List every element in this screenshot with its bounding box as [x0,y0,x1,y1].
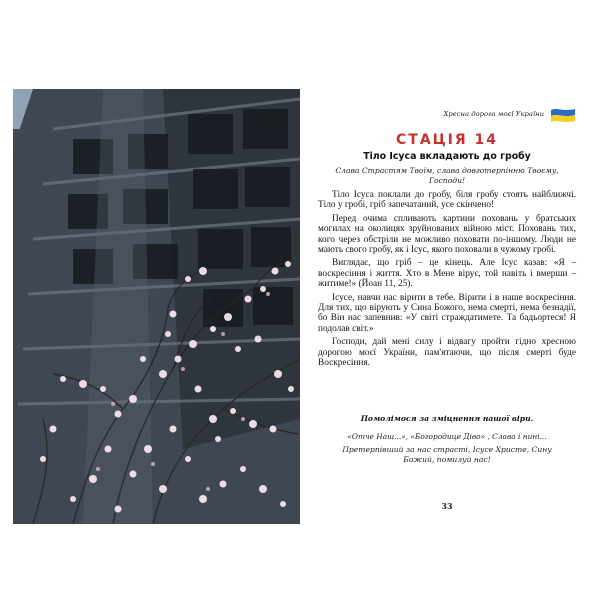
meditation-text [318,190,576,372]
paragraph: Господи, дай мені силу і відвагу пройти гідно хресною дорогою моєї України, пам'ятаючи, що після смерті буде Воскресіння. [318,337,576,369]
station-subtitle: Тіло Ісуса вкладають до гробу [363,151,531,162]
cover-photo-ruined-building-blossoms [13,89,300,524]
text-page [318,100,576,524]
running-title: Хресна дорога моєї України [443,110,544,118]
running-header [318,104,576,124]
closing-prayer: Претерпівший за нас страсті, Ісусе Христе, Сину Божий, помилуй нас! [342,445,552,464]
photo-illustration [13,89,300,524]
station-title: СТАЦІЯ 14 [396,132,498,148]
paragraph: Виглядає, що гріб – це кінець. Але Ісус казав: «Я – воскресіння і життя. Хто в Мене вірує, той навіть і вмерши – житиме!» (Йоан 11, 25). [318,258,576,290]
prayers-list: «Отче Наш...», «Богородице Діво» , Слава і нині... [347,432,547,441]
paragraph: Ісусе, навчи нас вірити в тебе. Вірити і в наше воскресіння. Для тих, що вірують у Сина Божого, нема смерті, нема безнадії, бо Він нас запевнив: «У світі страждатимете. Та бадьортеся! Я подолав світ.» [318,292,576,334]
prayer-call: Помолімося за зміцнення нашої віри. [360,414,534,423]
paragraph: Тіло Ісуса поклали до гробу, біля гробу стоять найближчі. Тіло у гробі, гріб запечатаний, усе скінчено! [318,190,576,211]
paragraph: Перед очима спливають картини поховань у братських могилах на околицях зруйнованих війною міст. Поховань тих, кого через обстріли не можливо поховати по-іншому. Люди не мають свого гробу, як і Ісус, якого поховали в чужому гробі. [318,213,576,256]
ukraine-flag-icon [550,107,576,123]
page-number: 33 [441,501,453,511]
glory-verse: Слава Страстям Твоїм, слава довготерпінню Твоєму, Господи! [335,166,559,185]
